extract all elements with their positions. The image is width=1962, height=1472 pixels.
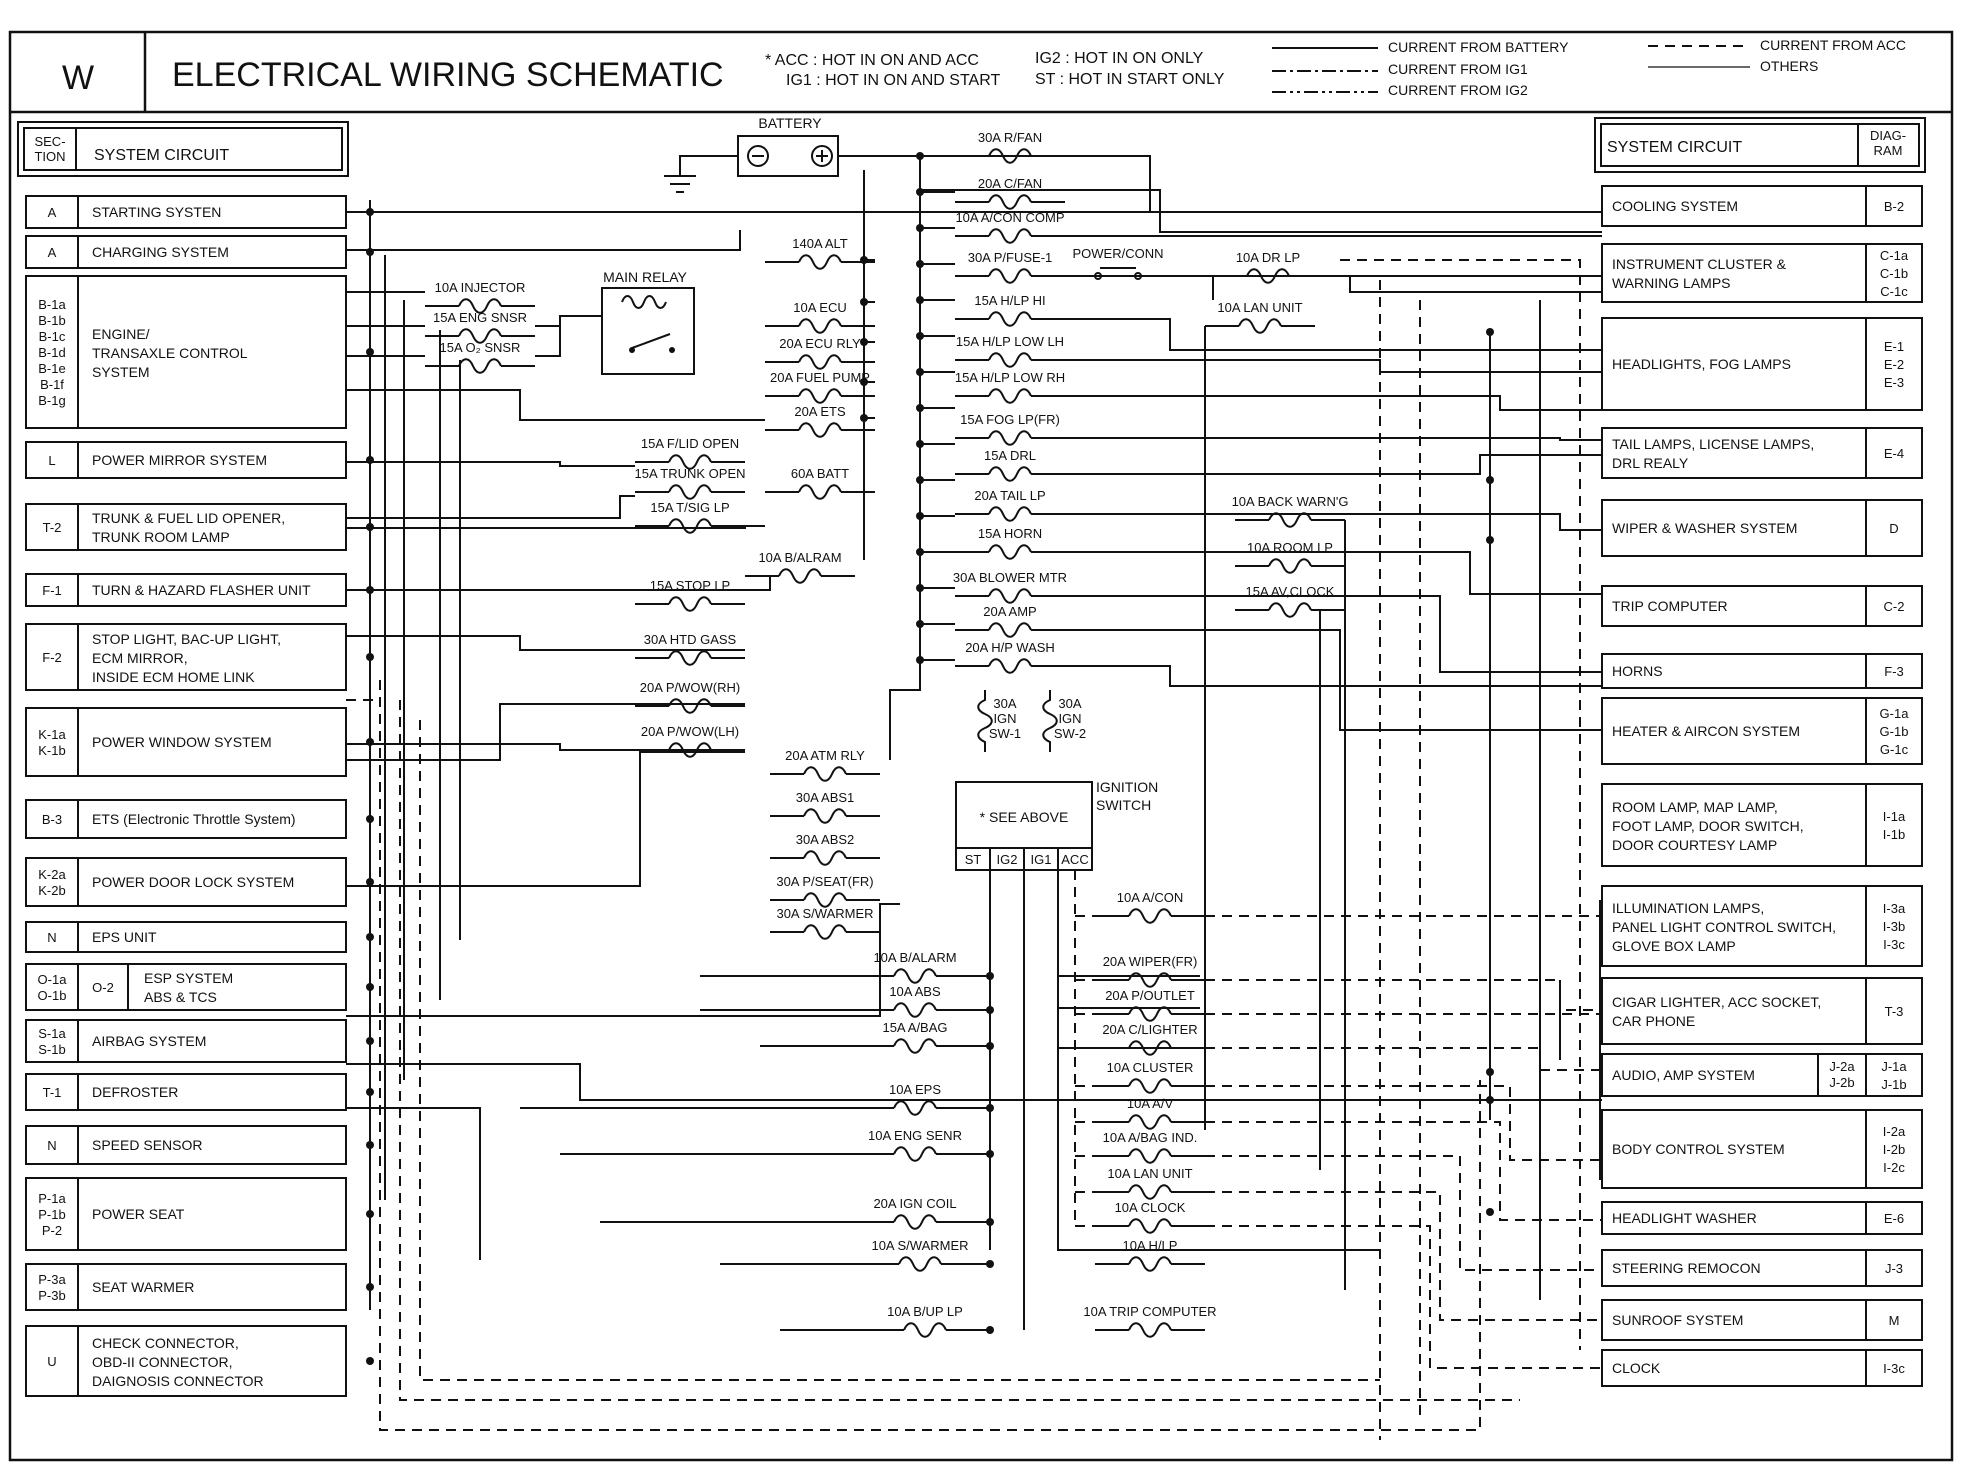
right-system-name: HEATER & AIRCON SYSTEM <box>1612 723 1800 739</box>
fuse-18 <box>770 790 880 823</box>
fuse-31 <box>955 488 1065 521</box>
terminal-acc: ACC <box>1061 852 1089 867</box>
fuse-40 <box>1235 584 1345 617</box>
fuse-56 <box>1095 1166 1205 1199</box>
fuse-41 <box>860 950 970 983</box>
right-system-name: INSTRUMENT CLUSTER & WARNING LAMPS <box>1612 256 1786 291</box>
left-system-name: DEFROSTER <box>92 1084 179 1100</box>
see-above-label: * SEE ABOVE <box>979 809 1069 825</box>
left-system-16 <box>26 1264 346 1310</box>
fuse-39 <box>1235 540 1345 573</box>
right-system-8 <box>1602 784 1922 866</box>
right-system-0 <box>1602 186 1922 226</box>
fuse-label: 10A ENG SENR <box>868 1128 962 1143</box>
fuse-9 <box>634 466 745 499</box>
fuse-58 <box>1095 1238 1205 1271</box>
fuse-50 <box>1095 954 1205 987</box>
left-system-list <box>26 196 346 1396</box>
fuse-label: 15A F/LID OPEN <box>640 436 740 451</box>
left-system-code: P-1a P-1b P-2 <box>38 1191 66 1238</box>
right-system-name: WIPER & WASHER SYSTEM <box>1612 520 1798 536</box>
fuse-label: 20A IGN COIL <box>873 1196 957 1211</box>
left-system-name: ETS (Electronic Throttle System) <box>92 811 296 827</box>
left-system-11 <box>26 964 346 1010</box>
right-system-diagram: E-4 <box>1883 446 1905 461</box>
fuse-29 <box>955 412 1065 445</box>
right-system-15 <box>1602 1300 1922 1340</box>
left-system-name: ENGINE/ TRANSAXLE CONTROL SYSTEM <box>92 326 248 380</box>
left-system-code: K-1a K-1b <box>38 727 66 758</box>
fuse-34 <box>955 604 1065 637</box>
left-system-9 <box>26 858 346 906</box>
fuse-43 <box>860 1020 970 1053</box>
fuse-label: 10A A/BAG IND. <box>1102 1130 1198 1145</box>
fuse-label: 20A AMP <box>983 604 1037 619</box>
fuse-13 <box>635 578 745 611</box>
left-system-name: POWER DOOR LOCK SYSTEM <box>92 874 295 890</box>
fuse-42 <box>860 984 970 1017</box>
fuse-19 <box>770 832 880 865</box>
left-system-6 <box>26 624 346 690</box>
right-system-name: TAIL LAMPS, LICENSE LAMPS, DRL REALY <box>1612 436 1815 471</box>
fuse-label: 10A LAN UNIT <box>1107 1166 1193 1181</box>
right-system-diagram: I-2a I-2b I-2c <box>1882 1124 1906 1175</box>
fuse-25 <box>955 250 1065 283</box>
fuse-label: 20A WIPER(FR) <box>1102 954 1198 969</box>
fuse-label: 20A ETS <box>794 404 846 419</box>
fuse-30 <box>955 448 1065 481</box>
left-system-3 <box>26 442 346 478</box>
right-system-name: CLOCK <box>1612 1360 1661 1376</box>
left-system-0 <box>26 196 346 228</box>
left-system-code: T-1 <box>42 1085 62 1100</box>
right-system-diagram: C-2 <box>1883 599 1905 614</box>
terminal-ig1: IG1 <box>1030 852 1052 867</box>
fuse-label: 10A CLOCK <box>1114 1200 1186 1215</box>
right-system-name: TRIP COMPUTER <box>1612 598 1728 614</box>
fuse-17 <box>770 748 880 781</box>
left-system-name: POWER MIRROR SYSTEM <box>92 452 268 468</box>
right-system-diagram: I-3c <box>1883 1361 1905 1376</box>
fuse-label: 15A A/BAG <box>882 1020 948 1035</box>
right-system-11 <box>1602 1054 1922 1096</box>
fuse-38 <box>1232 494 1349 527</box>
fuse-label: 15A O₂ SNSR <box>439 340 521 355</box>
left-system-name: TURN & HAZARD FLASHER UNIT <box>92 582 311 598</box>
right-system-diagram: G-1a G-1b G-1c <box>1879 706 1909 757</box>
fuse-44 <box>860 1082 970 1115</box>
left-system-name: CHECK CONNECTOR, OBD-II CONNECTOR, DAIGNOSIS CONNECTOR <box>92 1335 264 1389</box>
fuse-24 <box>955 210 1065 243</box>
left-system-12 <box>26 1020 346 1062</box>
fuse-7 <box>765 404 875 437</box>
right-system-name: ILLUMINATION LAMPS, PANEL LIGHT CONTROL SWITCH, GLOVE BOX LAMP <box>1612 900 1837 954</box>
right-system-diagram: E-1 E-2 E-3 <box>1883 339 1905 390</box>
note-ig2: IG2 : HOT IN ON ONLY <box>1035 50 1204 67</box>
left-system-code: N <box>47 1138 57 1153</box>
fuse-label: 10A TRIP COMPUTER <box>1083 1304 1217 1319</box>
right-system-diagram: M <box>1888 1313 1900 1328</box>
fuse-37 <box>1205 300 1315 333</box>
right-system-name: STEERING REMOCON <box>1612 1260 1761 1276</box>
ign-sw-fuse-1 <box>978 690 1021 752</box>
left-system-code: N <box>47 930 57 945</box>
right-system-diagram: E-6 <box>1883 1211 1905 1226</box>
right-system-10 <box>1602 978 1922 1044</box>
fuse-59 <box>1083 1304 1216 1337</box>
right-system-diagram: J-3 <box>1884 1261 1904 1276</box>
fuse-23 <box>955 176 1065 209</box>
right-system-14 <box>1602 1250 1922 1286</box>
fuse-27 <box>955 334 1065 367</box>
right-system-5 <box>1602 586 1922 626</box>
fuse-8 <box>635 436 745 469</box>
fuse-label: 10A DR LP <box>1235 250 1301 265</box>
left-system-4 <box>26 504 346 550</box>
fuse-6 <box>765 370 875 403</box>
fuse-label: 15A HORN <box>977 526 1043 541</box>
fuse-label: 10A EPS <box>888 1082 942 1097</box>
left-system-15 <box>26 1178 346 1250</box>
fuse-49 <box>1095 890 1205 923</box>
right-system-name: HORNS <box>1612 663 1663 679</box>
left-system-name: STARTING SYSTEN <box>92 204 222 220</box>
components <box>602 115 1164 870</box>
fuse-52 <box>1095 1022 1205 1055</box>
right-system-16 <box>1602 1350 1922 1386</box>
fuse-label: 60A BATT <box>790 466 850 481</box>
right-system-name: ROOM LAMP, MAP LAMP, FOOT LAMP, DOOR SWITCH, DOOR COURTESY LAMP <box>1612 799 1804 853</box>
left-header-system: SYSTEM CIRCUIT <box>94 147 230 164</box>
terminal-ig2: IG2 <box>996 852 1018 867</box>
fuse-label: 15A H/LP LOW LH <box>955 334 1065 349</box>
fuse-46 <box>860 1196 970 1229</box>
fuse-label: 15A ENG SNSR <box>433 310 527 325</box>
fuse-label: 20A C/FAN <box>977 176 1043 191</box>
fuse-label: 10A A/CON <box>1116 890 1184 905</box>
left-system-code: S-1a S-1b <box>38 1026 66 1057</box>
right-system-12 <box>1602 1110 1922 1188</box>
fuse-label: 30A BLOWER MTR <box>952 570 1068 585</box>
right-system-diagram: I-3a I-3b I-3c <box>1882 901 1906 952</box>
left-system-7 <box>26 708 346 776</box>
power-conn-label: POWER/CONN <box>1072 246 1164 261</box>
left-system-code: P-3a P-3b <box>38 1272 66 1303</box>
fuse-label: 20A C/LIGHTER <box>1102 1022 1198 1037</box>
left-system-name: EPS UNIT <box>92 929 157 945</box>
right-system-name: AUDIO, AMP SYSTEM <box>1612 1067 1755 1083</box>
fuse-48 <box>870 1304 980 1337</box>
fuse-label: 10A H/LP <box>1122 1238 1178 1253</box>
left-system-13 <box>26 1074 346 1110</box>
left-system-code: T-2 <box>42 520 62 535</box>
fuse-1 <box>425 310 535 343</box>
fuse-label: 15A STOP LP <box>649 578 731 593</box>
fuse-label: 15A DRL <box>983 448 1037 463</box>
fuse-label: 140A ALT <box>792 236 848 251</box>
legend-ig1: CURRENT FROM IG1 <box>1388 61 1528 77</box>
ignition-switch-label: IGNITION SWITCH <box>1096 779 1159 813</box>
left-system-1 <box>26 236 346 268</box>
legend-ig2: CURRENT FROM IG2 <box>1388 82 1528 98</box>
note-acc: * ACC : HOT IN ON AND ACC <box>765 52 979 69</box>
left-system-10 <box>26 922 346 952</box>
fuse-28 <box>955 370 1065 403</box>
fuse-22 <box>955 130 1065 163</box>
right-system-diagram: J-1a J-1b <box>1881 1059 1907 1092</box>
fuse-label: 15A AV,CLOCK <box>1245 584 1335 599</box>
fuse-label: 20A FUEL PUMP <box>770 370 870 385</box>
right-system-name: HEADLIGHTS, FOG LAMPS <box>1612 356 1791 372</box>
fuse-20 <box>770 874 880 907</box>
fuse-label: 10A A/V <box>1126 1096 1174 1111</box>
battery <box>664 115 838 192</box>
fuse-5 <box>765 336 875 369</box>
left-system-2 <box>26 276 346 428</box>
fuse-32 <box>955 526 1065 559</box>
left-system-name: AIRBAG SYSTEM <box>92 1033 207 1049</box>
fuse-label: 20A H/P WASH <box>965 640 1055 655</box>
main-relay-label: MAIN RELAY <box>603 269 687 285</box>
note-ig1: IG1 : HOT IN ON AND START <box>786 72 1001 89</box>
right-system-name: BODY CONTROL SYSTEM <box>1612 1141 1785 1157</box>
fuse-label: 20A P/OUTLET <box>1105 988 1195 1003</box>
fuse-label: 15A H/LP HI <box>974 293 1046 308</box>
fuse-label: 20A P/WOW(LH) <box>640 724 740 739</box>
left-system-name: ESP SYSTEM ABS & TCS <box>144 970 234 1005</box>
right-system-3 <box>1602 428 1922 478</box>
left-system-5 <box>26 574 346 606</box>
fuse-label: 10A BACK WARN'G <box>1231 494 1349 509</box>
left-system-code: F-1 <box>42 583 62 598</box>
right-system-diagram: D <box>1889 521 1899 536</box>
left-system-8 <box>26 800 346 838</box>
legend-battery: CURRENT FROM BATTERY <box>1388 39 1569 55</box>
ign-sw-label: 30A IGN SW-2 <box>1053 696 1087 741</box>
left-system-code2: O-2 <box>92 980 114 995</box>
fuse-label: 10A A/CON COMP <box>955 210 1065 225</box>
fuse-55 <box>1095 1130 1205 1163</box>
fuse-label: 30A R/FAN <box>977 130 1043 145</box>
left-system-code: A <box>47 245 57 260</box>
fuse-15 <box>635 680 745 713</box>
left-system-name: SEAT WARMER <box>92 1279 195 1295</box>
right-system-13 <box>1602 1202 1922 1234</box>
right-system-2 <box>1602 318 1922 410</box>
right-system-7 <box>1602 698 1922 764</box>
fuse-label: 30A HTD GASS <box>643 632 737 647</box>
fuse-label: 10A ABS <box>889 984 941 999</box>
fuse-label: 10A INJECTOR <box>434 280 526 295</box>
left-header-section: SEC-TION <box>34 134 66 164</box>
left-system-code: K-2a K-2b <box>38 867 66 898</box>
legend <box>1272 37 1906 98</box>
power-conn <box>1073 246 1164 279</box>
right-system-9 <box>1602 886 1922 966</box>
left-system-name: SPEED SENSOR <box>92 1137 203 1153</box>
fuse-51 <box>1095 988 1205 1021</box>
right-system-6 <box>1602 654 1922 688</box>
fuse-35 <box>955 640 1065 673</box>
left-system-name: POWER SEAT <box>92 1206 185 1222</box>
fuse-label: 20A TAIL LP <box>974 488 1046 503</box>
left-system-name: POWER WINDOW SYSTEM <box>92 734 272 750</box>
fuse-label: 10A B/UP LP <box>887 1304 963 1319</box>
left-system-name: CHARGING SYSTEM <box>92 244 229 260</box>
left-system-code: U <box>47 1354 57 1369</box>
fuse-label: 15A H/LP LOW RH <box>954 370 1066 385</box>
fuse-label: 20A ECU RLY <box>779 336 861 351</box>
fuse-label: 15A T/SIG LP <box>650 500 730 515</box>
ignition-switch <box>956 779 1158 870</box>
fuse-21 <box>770 906 880 939</box>
right-system-list <box>1602 186 1922 1386</box>
left-system-code: B-3 <box>41 812 63 827</box>
ign-sw-fuse-2 <box>1043 690 1086 752</box>
fuse-label: 30A S/WARMER <box>776 906 874 921</box>
fuse-53 <box>1095 1060 1205 1093</box>
fuse-label: 10A CLUSTER <box>1106 1060 1194 1075</box>
right-system-name: HEADLIGHT WASHER <box>1612 1210 1757 1226</box>
left-system-code: B-1a B-1b B-1c B-1d B-1e B-1f B-1g <box>38 297 66 408</box>
fuse-36 <box>1213 250 1323 283</box>
main-relay <box>602 269 694 374</box>
fuse-10 <box>765 466 875 499</box>
fuse-0 <box>425 280 535 313</box>
legend-others: OTHERS <box>1760 58 1819 74</box>
fuse-12 <box>745 550 855 583</box>
left-system-14 <box>26 1126 346 1164</box>
right-header-system: SYSTEM CIRCUIT <box>1607 139 1743 156</box>
right-header-diagram: DIAG-RAM <box>1869 128 1907 158</box>
fuse-label: 10A B/ALARM <box>873 950 957 965</box>
battery-label: BATTERY <box>758 115 822 131</box>
left-system-17 <box>26 1326 346 1396</box>
ign-sw-label: 30A IGN SW-1 <box>988 696 1022 741</box>
right-system-diagram: T-3 <box>1884 1004 1904 1019</box>
page-title: ELECTRICAL WIRING SCHEMATIC <box>172 56 724 94</box>
left-system-code: F-2 <box>42 650 62 665</box>
right-system-name: CIGAR LIGHTER, ACC SOCKET, CAR PHONE <box>1612 994 1822 1029</box>
section-letter: W <box>61 59 95 97</box>
left-system-code: L <box>48 453 56 468</box>
right-system-1 <box>1602 244 1922 302</box>
left-system-name: TRUNK & FUEL LID OPENER, TRUNK ROOM LAMP <box>92 510 286 545</box>
fuse-label: 30A ABS1 <box>795 790 855 805</box>
fuse-label: 30A ABS2 <box>795 832 855 847</box>
fuse-3 <box>765 236 875 269</box>
fuse-label: 30A P/FUSE-1 <box>967 250 1053 265</box>
right-system-diagram: C-1a C-1b C-1c <box>1879 248 1909 299</box>
fuse-2 <box>425 340 535 373</box>
fuse-label: 20A P/WOW(RH) <box>639 680 741 695</box>
fuse-label: 10A ROOM LP <box>1247 540 1333 555</box>
right-system-code2: J-2a J-2b <box>1829 1059 1855 1090</box>
fuse-14 <box>635 632 745 665</box>
right-system-diagram: B-2 <box>1883 199 1905 214</box>
left-system-code: O-1a O-1b <box>37 972 67 1003</box>
right-system-diagram: F-3 <box>1884 664 1904 679</box>
right-system-name: SUNROOF SYSTEM <box>1612 1312 1744 1328</box>
right-system-4 <box>1602 500 1922 556</box>
fuse-label: 10A S/WARMER <box>871 1238 969 1253</box>
fuse-47 <box>865 1238 975 1271</box>
fuse-26 <box>955 293 1065 326</box>
fuse-57 <box>1095 1200 1205 1233</box>
legend-acc: CURRENT FROM ACC <box>1760 37 1906 53</box>
fuse-label: 10A LAN UNIT <box>1217 300 1303 315</box>
fuse-33 <box>953 570 1067 603</box>
left-system-name: STOP LIGHT, BAC-UP LIGHT, ECM MIRROR, INSIDE ECM HOME LINK <box>92 631 282 685</box>
fuse-label: 15A TRUNK OPEN <box>634 466 746 481</box>
terminal-st: ST <box>964 852 982 867</box>
fuse-label: 10A B/ALRAM <box>758 550 842 565</box>
fuse-label: 15A FOG LP(FR) <box>960 412 1060 427</box>
fuse-label: 20A ATM RLY <box>785 748 865 763</box>
right-system-name: COOLING SYSTEM <box>1612 198 1739 214</box>
fuse-4 <box>765 300 875 333</box>
note-st: ST : HOT IN START ONLY <box>1035 71 1225 88</box>
fuse-45 <box>860 1128 970 1161</box>
fuse-label: 10A ECU <box>793 300 847 315</box>
right-system-diagram: I-1a I-1b <box>1882 809 1906 842</box>
fuse-label: 30A P/SEAT(FR) <box>776 874 874 889</box>
left-system-code: A <box>47 205 57 220</box>
